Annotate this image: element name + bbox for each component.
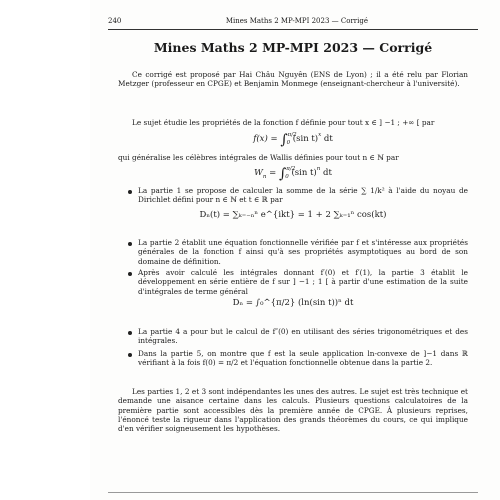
page-title: Mines Maths 2 MP-MPI 2023 — Corrigé <box>153 40 433 55</box>
equation-dirichlet: Dₙ(t) = ∑ₖ₌₋ₙⁿ e^{ikt} = 1 + 2 ∑ₖ₌₁ⁿ cos(kt) <box>199 210 387 220</box>
closing-paragraph: Les parties 1, 2 et 3 sont indépendantes les unes des autres. Le sujet est très technique et demande une aisance certaine dans les calculs. Plusieurs questions calculatoires de la première partie sont accessibles dès la première année de CPGE. À plusieurs reprises, l'énoncé teste la rigueur dans l'application des grands théorèmes du cours, ce qui implique d'en vérifier soigneusement les hypothèses. <box>118 387 468 434</box>
bullet-part-4: La partie 4 a pour but le calcul de f″(0) en utilisant des séries trigonométriques et des intégrales. <box>138 327 468 346</box>
bullet-marker <box>128 331 132 335</box>
page-bottom-rule <box>108 492 478 493</box>
bullet-part-5: Dans la partie 5, on montre que f est la seule application ln-convexe de ]−1 dans ℝ vérifiant à la fois f(0) = π/2 et l'équation fonctionnelle obtenue dans la partie 2. <box>138 349 468 368</box>
bullet-marker <box>128 272 132 276</box>
equation-wallis: $W_n = \int^{\pi/2}_0$ (sin t)$^n$ dt <box>254 166 332 182</box>
bullet-marker <box>128 353 132 357</box>
bullet-part-3: Après avoir calculé les intégrales donnant f′(0) et f′(1), la partie 3 établit le développement en série entière de f sur ] −1 ; 1 [ à partir d'une estimation de la suite d'intégrales de terme général <box>138 268 468 296</box>
equation-dn: Dₙ = ∫₀^{π/2} (ln(sin t))ⁿ dt <box>232 298 354 308</box>
header-rule <box>108 29 478 30</box>
equation-f: f(x) = ∫$^{\pi/2}_0$ (sin t)$^x$ dt <box>253 132 333 148</box>
bullet-part-2: La partie 2 établit une équation fonctionnelle vérifiée par f et s'intéresse aux propriétés générales de la fonction f ainsi qu'à ses propriétés asymptotiques au bord de son domaine de définition. <box>138 238 468 266</box>
page-header <box>108 17 478 25</box>
running-title: Mines Maths 2 MP-MPI 2023 — Corrigé <box>225 17 368 25</box>
page-number: 240 <box>108 17 122 25</box>
intro-paragraph: Ce corrigé est proposé par Hai Châu Nguyên (ENS de Lyon) ; il a été relu par Florian Metzger (professeur en CPGE) et Benjamin Monmege (enseignant-chercheur à l'université). <box>118 70 468 89</box>
subject-paragraph: Le sujet étudie les propriétés de la fonction f définie pour tout x ∈ ] −1 ; +∞ [ par <box>132 118 435 127</box>
bullet-marker <box>128 242 132 246</box>
wallis-paragraph: qui généralise les célèbres intégrales de Wallis définies pour tout n ∈ ℕ par <box>118 153 399 162</box>
bullet-part-1: La partie 1 se propose de calculer la somme de la série ∑ 1/k² à l'aide du noyau de Dirichlet défini pour n ∈ ℕ et t ∈ ℝ par <box>138 186 468 205</box>
bullet-marker <box>128 190 132 194</box>
document-page <box>90 0 500 500</box>
